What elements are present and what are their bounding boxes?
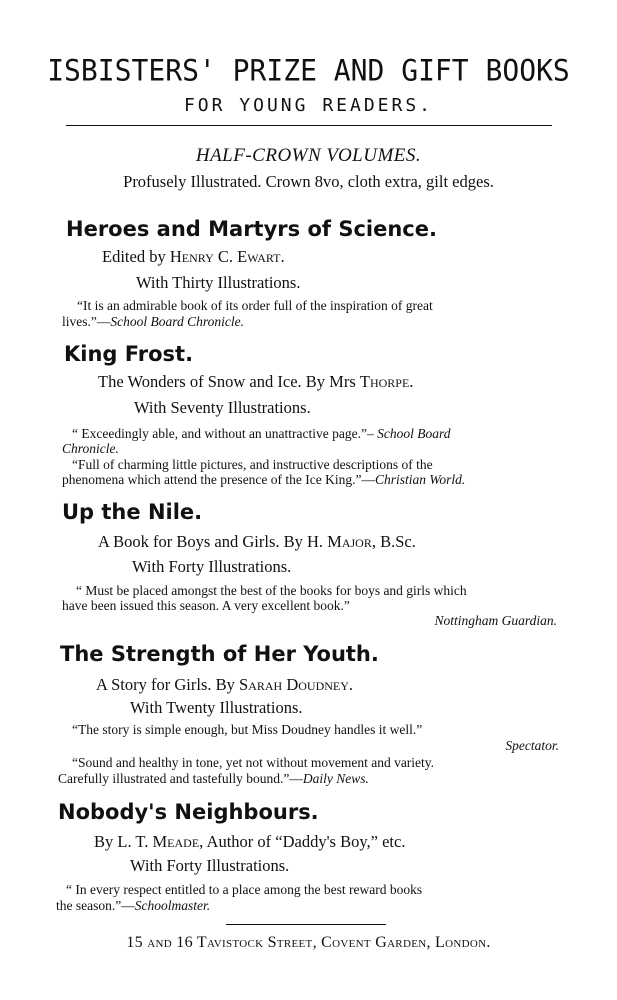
quote-text: Carefully illustrated and tastefully bound.”— (58, 771, 303, 786)
review-quote-line: “ In every respect entitled to a place among the best reward books (66, 882, 423, 897)
book-illustrations: With Forty Illustrations. (132, 557, 292, 576)
page-title: ISBISTERS' PRIZE AND GIFT BOOKS (47, 53, 570, 88)
quote-source: School Board (377, 426, 451, 441)
header-rule (66, 125, 552, 126)
book-credit (98, 532, 416, 552)
quote-text: phenomena which attend the presence of the Ice King.”— (62, 472, 375, 487)
quote-source: Christian World. (375, 472, 466, 487)
series-heading: HALF-CROWN VOLUMES. (195, 145, 422, 166)
book-credit (102, 247, 285, 267)
review-quote-line (56, 898, 210, 914)
quote-source: Spectator. (505, 738, 559, 753)
quote-source: Chronicle. (62, 441, 119, 456)
review-quote-line: “ Must be placed amongst the best of the books for boys and girls which (76, 583, 467, 598)
credit-text: Edited by (102, 247, 170, 266)
book-title: The Strength of Her Youth. (60, 642, 379, 666)
credit-text: The Wonders of Snow and Ice. By Mrs (98, 372, 360, 391)
review-quote-line (62, 314, 244, 330)
author-name: Thorpe. (359, 372, 414, 391)
credit-text: A Book for Boys and Girls. By H. (98, 532, 328, 551)
book-credit (96, 675, 353, 695)
review-quote-line (72, 426, 451, 442)
footer-rule (226, 924, 386, 925)
quote-text: the season.”— (56, 898, 135, 913)
page-subtitle: FOR YOUNG READERS. (183, 95, 434, 116)
quote-text: “ Exceedingly able, and without an unattractive page.”– (72, 426, 378, 441)
quote-source: Schoolmaster. (134, 898, 211, 913)
author-name: Henry C. Ewart. (169, 247, 285, 266)
book-title: Heroes and Martyrs of Science. (66, 217, 437, 241)
book-illustrations: With Thirty Illustrations. (136, 273, 301, 292)
quote-source: School Board Chronicle. (110, 314, 244, 329)
series-description: Profusely Illustrated. Crown 8vo, cloth extra, gilt edges. (123, 172, 494, 191)
book-illustrations: With Seventy Illustrations. (134, 398, 311, 417)
author-name: Meade, (152, 832, 204, 851)
book-credit (94, 832, 405, 852)
review-quote-line (62, 472, 465, 488)
book-title: Nobody's Neighbours. (58, 800, 319, 824)
author-name: Major, (327, 532, 376, 551)
book-title: King Frost. (64, 342, 194, 366)
book-credit (98, 372, 413, 392)
book-illustrations: With Twenty Illustrations. (130, 698, 303, 717)
credit-suffix: B.Sc. (375, 532, 416, 551)
review-quote-line (62, 441, 119, 457)
publisher-address: 15 and 16 Tavistock Street, Covent Garden, London. (126, 934, 491, 951)
book-title: Up the Nile. (62, 500, 203, 524)
review-quote-line: have been issued this season. A very excellent book.” (62, 598, 350, 613)
review-quote-line: “It is an admirable book of its order full of the inspiration of great (77, 298, 433, 313)
quote-source: Daily News. (302, 771, 369, 786)
credit-suffix: Author of “Daddy's Boy,” etc. (203, 832, 406, 851)
author-name: Sarah Doudney. (239, 675, 354, 694)
book-illustrations: With Forty Illustrations. (130, 856, 290, 875)
review-quote-line: “The story is simple enough, but Miss Doudney handles it well.” (72, 722, 423, 737)
quote-text: lives.”— (62, 314, 111, 329)
review-quote-line (58, 771, 369, 787)
review-quote-line: “Sound and healthy in tone, yet not without movement and variety. (72, 755, 435, 770)
quote-source: Nottingham Guardian. (434, 613, 557, 628)
review-quote-line: “Full of charming little pictures, and instructive descriptions of the (72, 457, 433, 472)
credit-text: A Story for Girls. By (96, 675, 240, 694)
credit-text: By L. T. (94, 832, 153, 851)
